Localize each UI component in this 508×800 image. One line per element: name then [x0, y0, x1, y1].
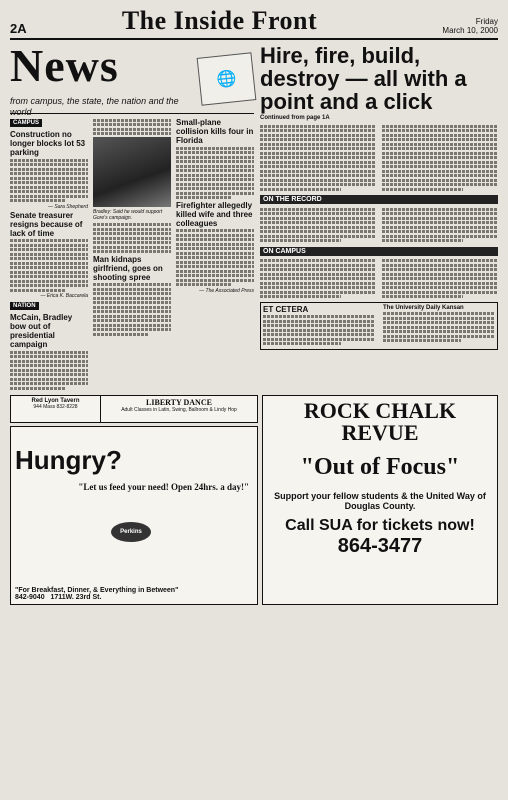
- page-number: 2A: [10, 21, 27, 36]
- on-the-record-label: ON THE RECORD: [260, 195, 498, 204]
- byline: — Erica K. Baccarela: [40, 293, 88, 299]
- section-title: The Inside Front: [121, 6, 318, 35]
- support-text: Support your fellow students & the United Way of Douglas County.: [274, 491, 486, 511]
- byline: — Sara Shepherd: [47, 203, 88, 210]
- headline-treasurer: Senate treasurer resigns because of lack of time: [10, 210, 83, 238]
- issue-date: Friday March 10, 2000: [442, 17, 498, 36]
- on-campus-label: ON CAMPUS: [260, 247, 498, 256]
- rock-chalk-ad: [262, 395, 498, 605]
- campus-label: CAMPUS: [10, 119, 42, 127]
- nation-label: NATION: [10, 302, 39, 310]
- globe-graphic: 🌐: [196, 52, 256, 106]
- call-sua-text: Call SUA for tickets now!: [285, 517, 475, 534]
- perkins-footer: "For Breakfast, Dinner, & Everything in Between" 842-9040 1711W. 23rd St.: [15, 587, 179, 601]
- red-lyon-ad: Red Lyon Tavern 944 Mass 832-8228: [11, 396, 101, 422]
- et-cetera-box: [260, 302, 498, 350]
- news-subtitle: from campus, the state, the nation and the world: [10, 96, 179, 117]
- byline: — The Associated Press: [199, 287, 254, 294]
- rock-chalk-title: ROCK CHALK REVUE: [303, 398, 457, 445]
- headline-mccain: McCain, Bradley bow out of presidential campaign: [10, 313, 73, 349]
- sua-phone: 864-3477: [337, 535, 423, 557]
- hungry-heading: Hungry?: [15, 445, 122, 475]
- news-heading: News: [10, 40, 119, 92]
- bradley-photo: [93, 137, 171, 207]
- perkins-logo: Perkins: [111, 522, 151, 542]
- ad-strip: [10, 395, 258, 423]
- continued-note: Continued from page 1A: [260, 115, 330, 122]
- feed-slogan: "Let us feed your need! Open 24hrs. a day!": [78, 482, 249, 492]
- out-of-focus-title: "Out of Focus": [300, 454, 460, 480]
- feature-headline: Hire, fire, build, destroy — all with a point and a click: [260, 43, 467, 115]
- feature-column: [260, 44, 498, 391]
- liberty-dance-ad: LIBERTY DANCE Adult Classes in Latin, Swing, Ballroom & Lindy Hop: [121, 398, 237, 413]
- page-header: [10, 6, 498, 40]
- perkins-ad: [10, 426, 258, 605]
- news-banner: [10, 40, 254, 117]
- headline-firefighter: Firefighter allegedly killed wife and three colleagues: [176, 200, 253, 228]
- advertisements: [10, 395, 498, 605]
- photo-caption: Bradley: Said he would support Gore's campaign.: [93, 209, 163, 221]
- headline-kidnap: Man kidnaps girlfriend, goes on shooting spree: [93, 254, 163, 282]
- headline-plane: Small-plane collision kills four in Florida: [176, 118, 254, 145]
- udk-title: The University Daily Kansan: [383, 304, 464, 311]
- et-cetera-title: ET CETERA: [263, 304, 309, 314]
- news-column: [10, 40, 254, 391]
- headline-lot53: Construction no longer blocks lot 53 parking: [10, 130, 86, 157]
